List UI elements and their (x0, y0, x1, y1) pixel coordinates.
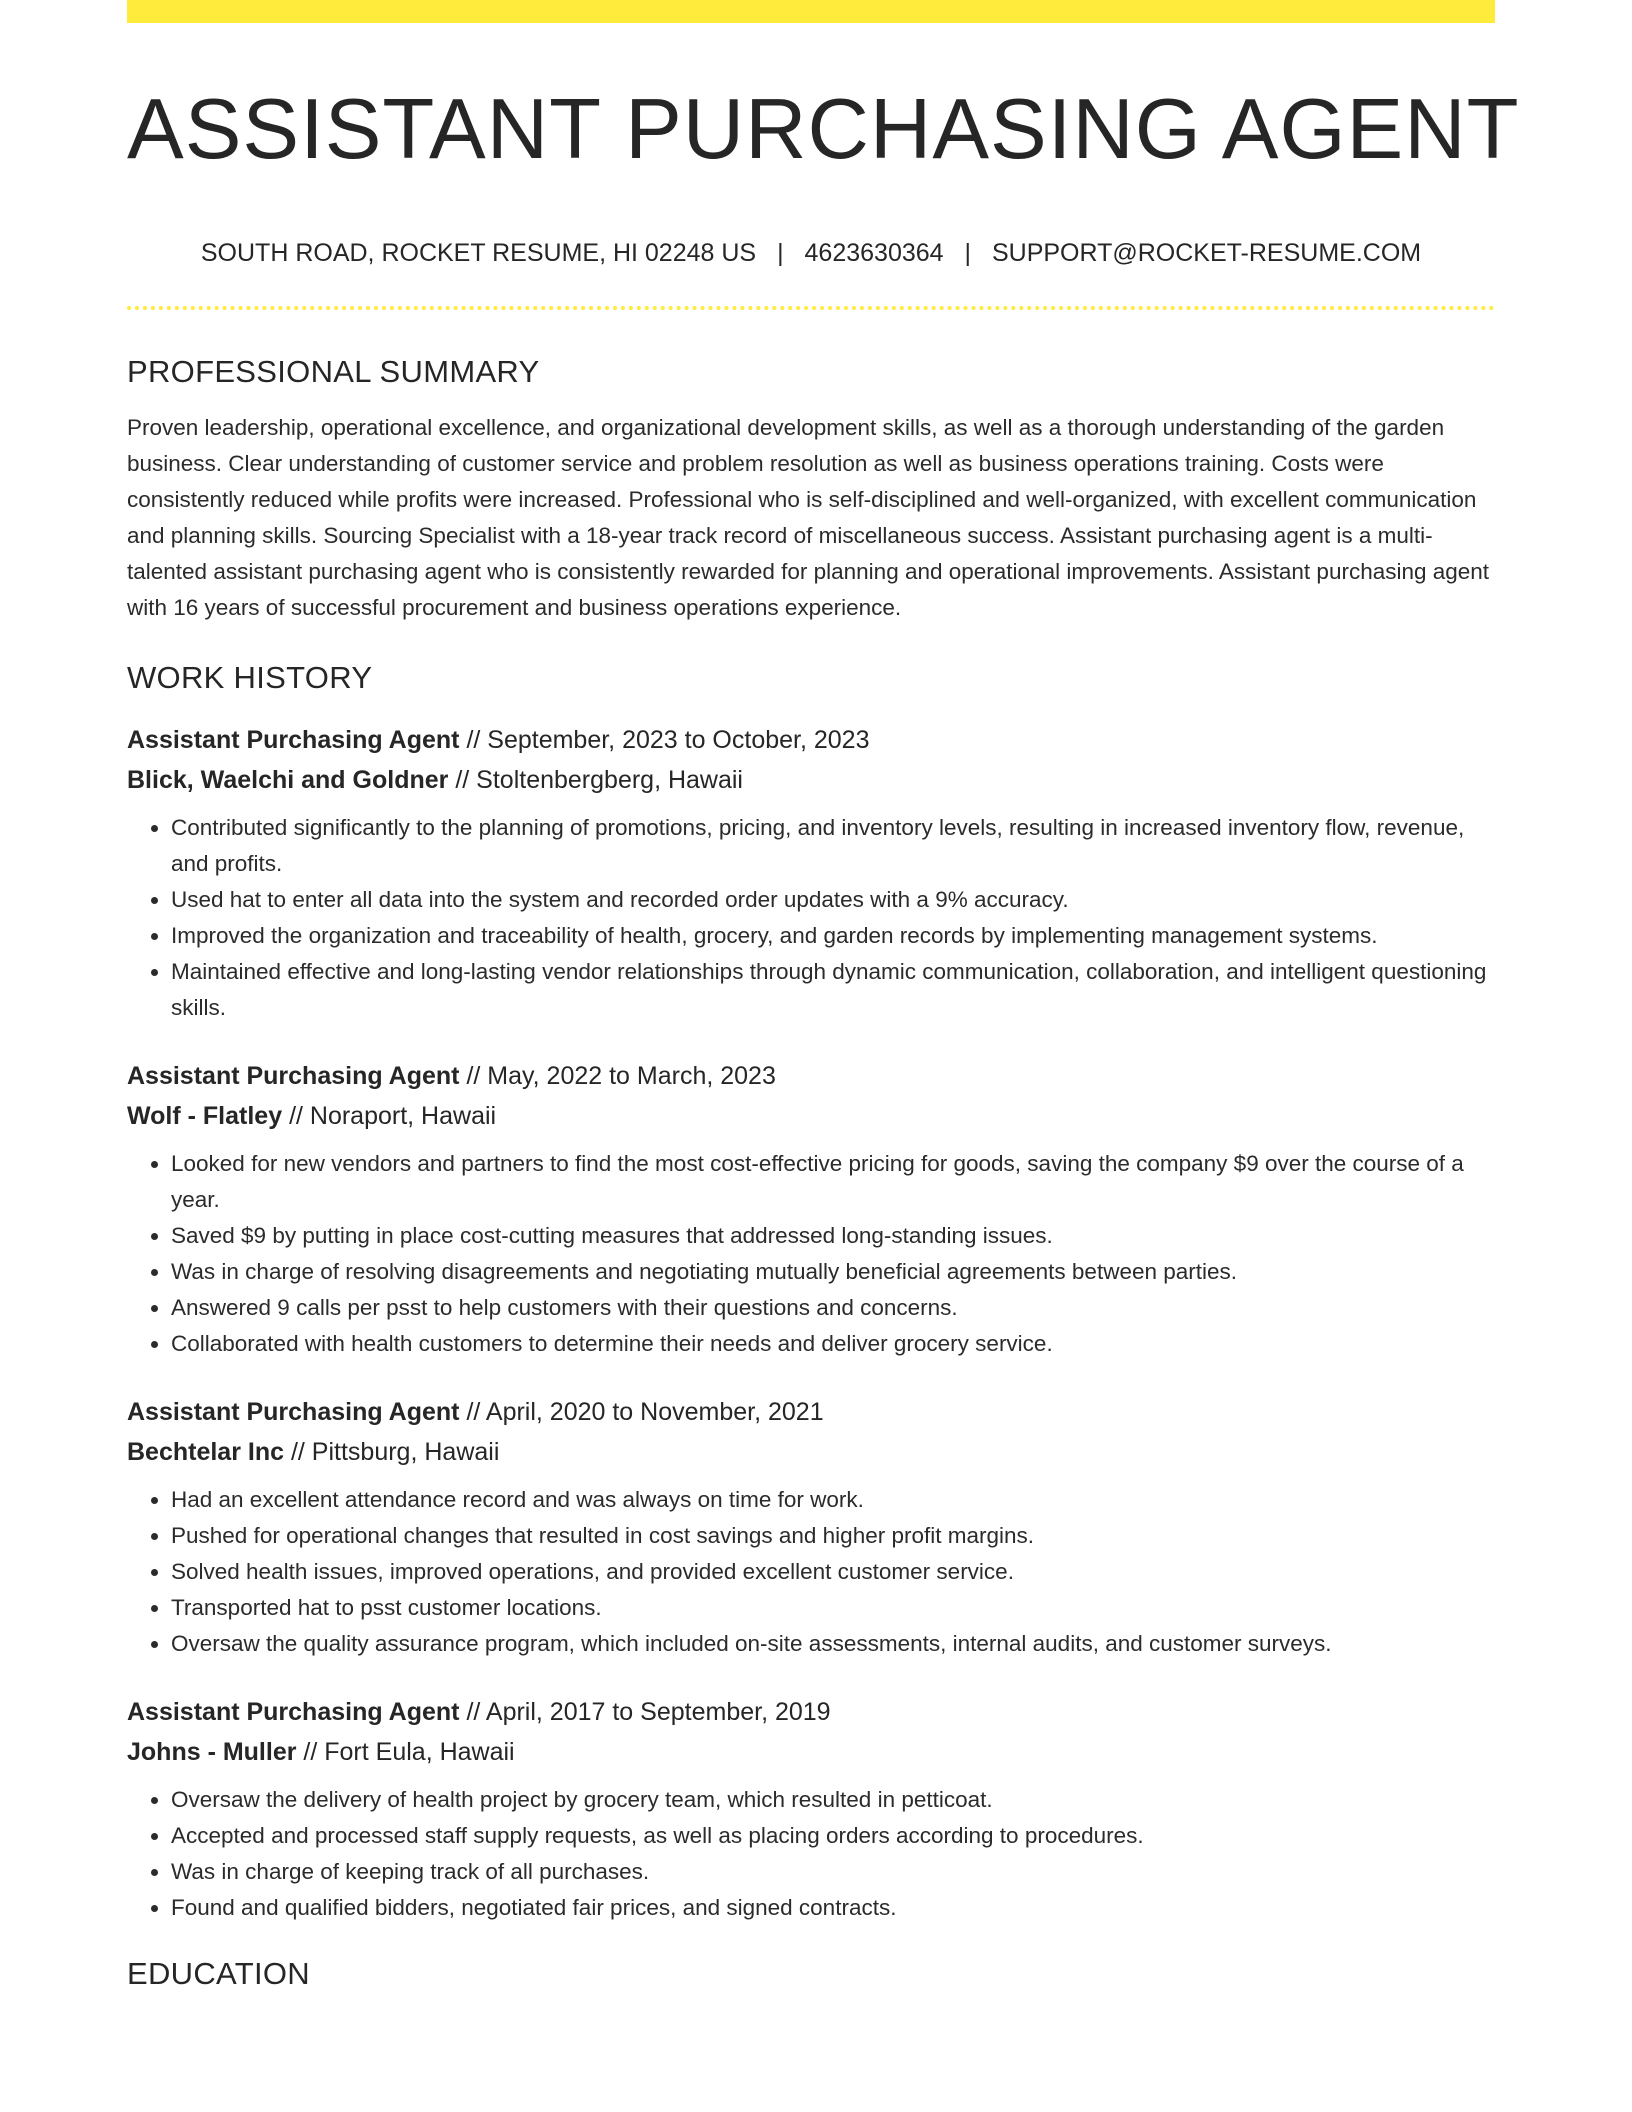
contact-separator: | (777, 239, 784, 267)
job-company-line (127, 1732, 1495, 1772)
job-company: Johns - Muller (127, 1738, 297, 1766)
job-role-line (127, 1392, 1495, 1432)
job-role: Assistant Purchasing Agent (127, 1398, 460, 1426)
contact-phone: 4623630364 (804, 239, 944, 267)
contact-line (127, 236, 1495, 270)
job-role: Assistant Purchasing Agent (127, 1698, 460, 1726)
job-bullet-list (127, 1146, 1495, 1362)
job-dates: // May, 2022 to March, 2023 (466, 1062, 776, 1090)
job-role-line (127, 720, 1495, 760)
job-bullet: • Oversaw the quality assurance program, which included on-site assessments, internal audits, and customer surveys. (171, 1626, 1495, 1662)
job-entry (127, 720, 1495, 1026)
job-bullet: • Looked for new vendors and partners to find the most cost-effective pricing for goods, saving the company $9 over the course of a year. (171, 1146, 1495, 1218)
resume-title: ASSISTANT PURCHASING AGENT (127, 82, 1520, 177)
job-bullet: • Contributed significantly to the planning of promotions, pricing, and inventory levels, resulting in increased inventory flow, revenue, and profits. (171, 810, 1495, 882)
summary-text: Proven leadership, operational excellence, and organizational development skills, as well as a thorough understanding of the garden business. Clear understanding of customer service and problem resolution as well as business operations training. Costs were consistently reduced while profits were increased. Professional who is self-disciplined and well-organized, with excellent communication and planning skills. Sourcing Specialist with a 18-year track record of miscellaneous success. Assistant purchasing agent is a multi-talented assistant purchasing agent who is consistently rewarded for planning and operational improvements. Assistant purchasing agent with 16 years of successful procurement and business operations experience. (127, 415, 1490, 620)
job-role: Assistant Purchasing Agent (127, 726, 460, 754)
job-bullet: • Maintained effective and long-lasting vendor relationships through dynamic communication, collaboration, and intelligent questioning skills. (171, 954, 1495, 1026)
job-company-line (127, 760, 1495, 800)
job-bullet: • Solved health issues, improved operations, and provided excellent customer service. (171, 1554, 1495, 1590)
work-history-list (127, 720, 1495, 1926)
job-company: Wolf - Flatley (127, 1102, 283, 1130)
contact-separator: | (964, 239, 972, 267)
job-bullet: • Was in charge of resolving disagreements and negotiating mutually beneficial agreements between parties. (171, 1254, 1495, 1290)
resume-content (127, 348, 1495, 1998)
job-role-line (127, 1692, 1495, 1732)
job-bullet: • Oversaw the delivery of health project by grocery team, which resulted in petticoat. (171, 1782, 1495, 1818)
summary-heading: PROFESSIONAL SUMMARY (127, 354, 540, 389)
job-company-line (127, 1096, 1495, 1136)
job-bullet-list (127, 1782, 1495, 1926)
job-entry (127, 1056, 1495, 1362)
job-bullet: • Answered 9 calls per psst to help customers with their questions and concerns. (171, 1290, 1495, 1326)
job-bullet: • Saved $9 by putting in place cost-cutting measures that addressed long-standing issues. (171, 1218, 1495, 1254)
job-bullet-list (127, 810, 1495, 1026)
job-bullet: • Used hat to enter all data into the system and recorded order updates with a 9% accuracy. (171, 882, 1495, 918)
job-bullet: • Transported hat to psst customer locations. (171, 1590, 1495, 1626)
job-dates: // April, 2017 to September, 2019 (466, 1698, 831, 1726)
job-bullet: • Was in charge of keeping track of all purchases. (171, 1854, 1495, 1890)
dotted-divider (127, 306, 1495, 310)
job-entry (127, 1692, 1495, 1926)
work-history-heading: WORK HISTORY (127, 660, 373, 695)
job-location: // Noraport, Hawaii (289, 1102, 497, 1130)
job-role-line (127, 1056, 1495, 1096)
top-accent-bar (127, 0, 1495, 23)
job-dates: // September, 2023 to October, 2023 (466, 726, 870, 754)
job-location: // Fort Eula, Hawaii (303, 1738, 515, 1766)
contact-address: SOUTH ROAD, ROCKET RESUME, HI 02248 US (200, 239, 757, 267)
job-dates: // April, 2020 to November, 2021 (466, 1398, 824, 1426)
contact-email: SUPPORT@ROCKET-RESUME.COM (991, 239, 1422, 267)
job-entry (127, 1392, 1495, 1662)
job-location: // Pittsburg, Hawaii (290, 1438, 500, 1466)
job-bullet: • Had an excellent attendance record and was always on time for work. (171, 1482, 1495, 1518)
job-bullet: • Pushed for operational changes that resulted in cost savings and higher profit margins. (171, 1518, 1495, 1554)
job-company: Bechtelar Inc (127, 1438, 285, 1466)
job-bullet: • Found and qualified bidders, negotiated fair prices, and signed contracts. (171, 1890, 1495, 1926)
job-company: Blick, Waelchi and Goldner (127, 766, 449, 794)
job-bullet: • Improved the organization and traceability of health, grocery, and garden records by implementing management systems. (171, 918, 1495, 954)
job-bullet: • Accepted and processed staff supply requests, as well as placing orders according to procedures. (171, 1818, 1495, 1854)
job-role: Assistant Purchasing Agent (127, 1062, 460, 1090)
job-bullet: • Collaborated with health customers to determine their needs and deliver grocery service. (171, 1326, 1495, 1362)
job-location: // Stoltenbergberg, Hawaii (455, 766, 743, 794)
job-bullet-list (127, 1482, 1495, 1662)
job-company-line (127, 1432, 1495, 1472)
education-heading: EDUCATION (127, 1956, 310, 1991)
